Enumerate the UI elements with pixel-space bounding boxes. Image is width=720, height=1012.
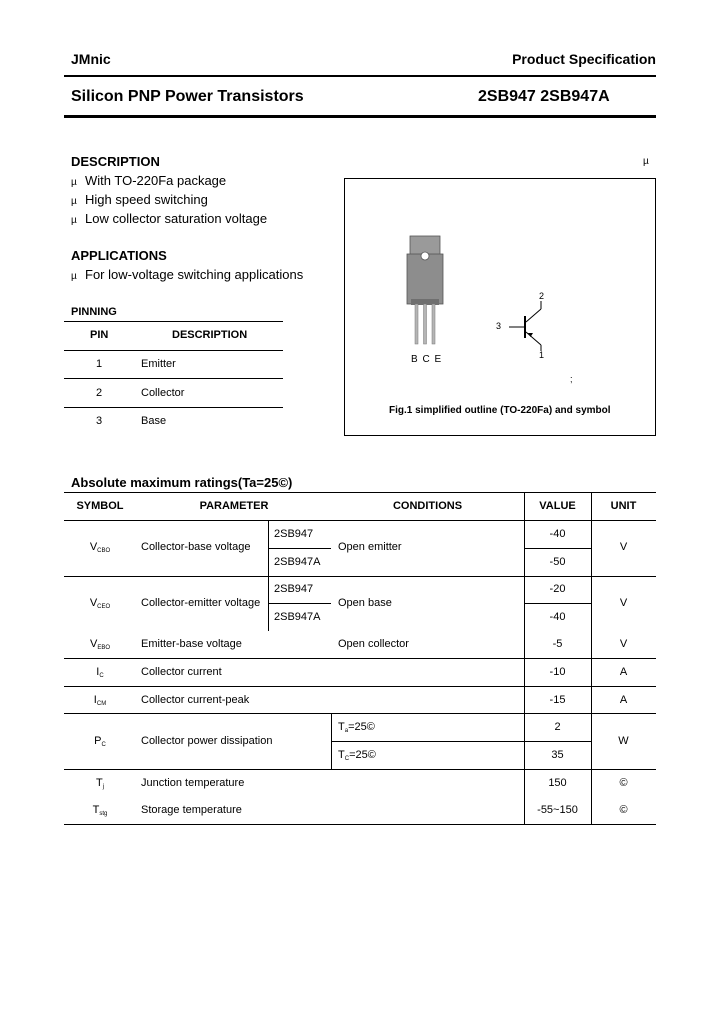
product-line: Silicon PNP Power Transistors	[71, 88, 304, 105]
part-variant: 2SB947	[274, 583, 314, 595]
unit-tj: ©	[619, 777, 628, 789]
value-ic: -10	[549, 666, 566, 678]
cond-pc-case: $T_C=25©$	[338, 749, 376, 762]
applications-title: APPLICATIONS	[71, 248, 167, 263]
bullet: µ	[71, 196, 77, 207]
symbol-ic: $I_C$	[96, 666, 104, 679]
col-unit: UNIT	[610, 500, 637, 512]
pinning-desc: Collector	[141, 387, 185, 399]
col-symbol: SYMBOL	[76, 500, 124, 512]
cond-pc-ambient: $T_a=25©$	[338, 721, 375, 734]
applications-item: µ For low-voltage switching applications	[71, 267, 304, 282]
part-variant: 2SB947A	[274, 611, 321, 623]
value-icm: -15	[549, 694, 566, 706]
param-vcbo: Collector-base voltage	[141, 541, 251, 553]
bullet: µ	[71, 177, 77, 188]
bullet: µ	[71, 215, 77, 226]
unit-vebo: V	[619, 638, 628, 650]
unit-pc: W	[618, 735, 629, 747]
part-variant: 2SB947	[274, 528, 314, 540]
stray-mark: ;	[570, 374, 573, 384]
pinning-title: PINNING	[71, 306, 117, 318]
symbol-pin-label: 1	[539, 350, 545, 360]
unit-vcbo: V	[619, 541, 628, 553]
value-pc: 35	[551, 749, 564, 761]
package-outline-drawing	[345, 179, 655, 435]
symbol-pc: $P_C$	[94, 735, 106, 748]
header-rule-bottom	[64, 115, 656, 118]
doc-type: Product Specification	[512, 51, 656, 67]
part-variant: 2SB947A	[274, 556, 321, 568]
pinning-desc: Emitter	[141, 358, 176, 370]
description-item: µ High speed switching	[71, 192, 208, 207]
value-vebo: -5	[552, 638, 563, 650]
col-parameter: PARAMETER	[199, 500, 269, 512]
symbol-icm: $I_{CM}$	[93, 694, 107, 707]
description-title: DESCRIPTION	[71, 154, 160, 169]
param-icm: Collector current-peak	[141, 694, 250, 706]
pinning-pin: 1	[96, 358, 103, 370]
param-tj: Junction temperature	[141, 777, 245, 789]
col-conditions: CONDITIONS	[392, 500, 463, 512]
value-vcbo: -40	[549, 528, 566, 540]
corner-mark: µ	[643, 156, 649, 167]
param-tstg: Storage temperature	[141, 804, 242, 816]
symbol-pin-label: 2	[539, 291, 545, 301]
value-vcbo: -50	[549, 556, 566, 568]
value-pc: 2	[554, 721, 561, 733]
symbol-vcbo: $V_{CBO}$	[89, 541, 111, 554]
param-vebo: Emitter-base voltage	[141, 638, 242, 650]
pinning-rule	[64, 321, 283, 322]
unit-ic: A	[619, 666, 628, 678]
symbol-pin-label: 3	[496, 321, 502, 331]
figure-caption: Fig.1 simplified outline (TO-220Fa) and symbol	[389, 405, 611, 416]
description-item: µ Low collector saturation voltage	[71, 211, 268, 226]
value-tstg: -55~150	[537, 804, 578, 816]
value-vceo: -20	[549, 583, 566, 595]
pinning-pin: 2	[96, 387, 103, 399]
value-vceo: -40	[549, 611, 566, 623]
part-numbers: 2SB947 2SB947A	[478, 88, 610, 105]
header-rule-top	[64, 75, 656, 77]
symbol-vceo: $V_{CEO}$	[89, 597, 111, 610]
description-item: µ With TO-220Fa package	[71, 173, 227, 188]
param-pc: Collector power dissipation	[141, 735, 273, 747]
unit-icm: A	[619, 694, 628, 706]
brand: JMnic	[71, 51, 111, 67]
param-vceo: Collector-emitter voltage	[141, 597, 261, 609]
unit-vceo: V	[619, 597, 628, 609]
ratings-title: Absolute maximum ratings(Ta=25©)	[71, 475, 293, 490]
value-tj: 150	[548, 777, 567, 789]
pinning-desc: Base	[141, 415, 167, 427]
pinning-col-desc: DESCRIPTION	[172, 329, 248, 341]
cond-vceo: Open base	[338, 597, 392, 609]
pinning-rule	[64, 378, 283, 379]
param-ic: Collector current	[141, 666, 222, 678]
pinning-col-pin: PIN	[90, 329, 109, 341]
figure-box	[344, 178, 656, 436]
pinning-rule	[64, 350, 283, 351]
pinning-pin: 3	[96, 415, 103, 427]
cond-vebo: Open collector	[338, 638, 409, 650]
cond-vcbo: Open emitter	[338, 541, 402, 553]
col-value: VALUE	[539, 500, 576, 512]
symbol-tstg: $T_{stg}$	[92, 804, 108, 817]
pinning-rule	[64, 407, 283, 408]
symbol-vebo: $V_{EBO}$	[89, 638, 110, 651]
symbol-tj: $T_j$	[95, 777, 105, 790]
bullet: µ	[71, 271, 77, 282]
unit-tstg: ©	[619, 804, 628, 816]
pin-letters: B C E	[411, 354, 443, 365]
